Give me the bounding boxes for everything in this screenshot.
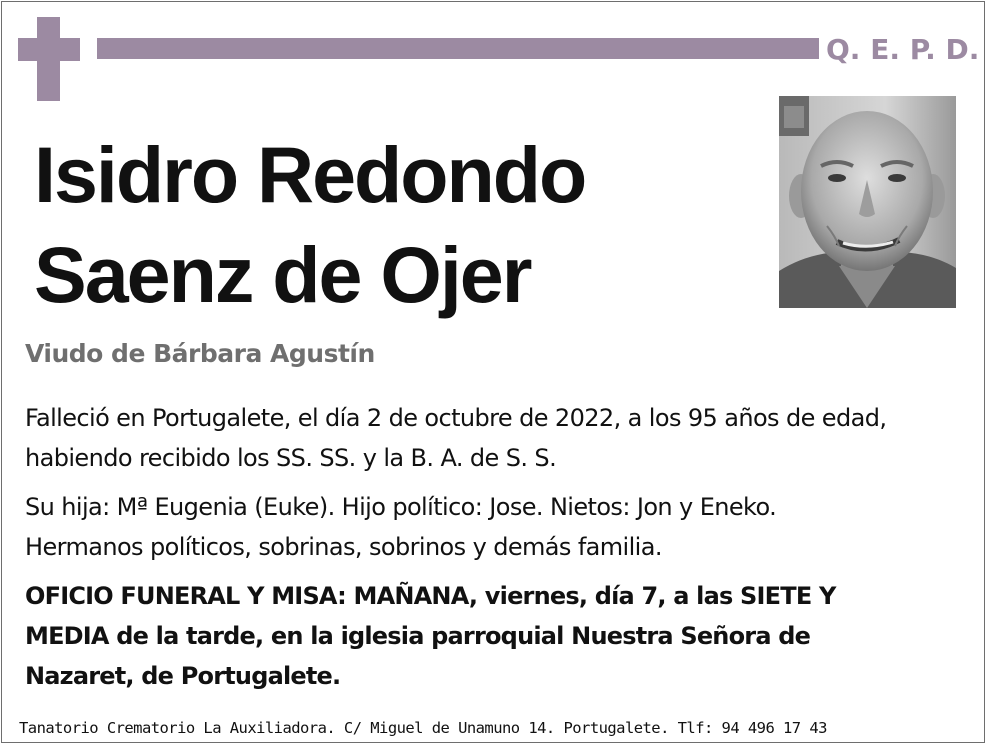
- deceased-name-line2: Saenz de Ojer: [34, 230, 531, 319]
- paragraph-line: habiendo recibido los SS. SS. y la B. A. de S. S.: [25, 444, 557, 472]
- funeral-home-footer: Tanatorio Crematorio La Auxiliadora. C/ Miguel de Unamuno 14. Portugalete. Tlf: 94 496 17 43: [19, 719, 827, 737]
- cross-icon-horizontal: [18, 38, 80, 61]
- portrait-photo: [779, 96, 956, 308]
- paragraph-line: Nazaret, de Portugalete.: [25, 662, 341, 690]
- paragraph-line: Hermanos políticos, sobrinas, sobrinos y demás familia.: [25, 533, 662, 561]
- death-notice-paragraph: [25, 398, 886, 478]
- header-bar: [97, 38, 819, 59]
- paragraph-line: Su hija: Mª Eugenia (Euke). Hijo político: Jose. Nietos: Jon y Eneko.: [25, 493, 777, 521]
- family-paragraph: [25, 487, 776, 567]
- paragraph-line: OFICIO FUNERAL Y MISA: MAÑANA, viernes, día 7, a las SIETE Y: [25, 582, 836, 610]
- funeral-service-paragraph: [25, 576, 836, 696]
- qepd-label: Q. E. P. D.: [826, 33, 980, 66]
- paragraph-line: Falleció en Portugalete, el día 2 de octubre de 2022, a los 95 años de edad,: [25, 404, 887, 432]
- deceased-name-line1: Isidro Redondo: [34, 130, 586, 219]
- widow-of-line: Viudo de Bárbara Agustín: [25, 339, 375, 368]
- paragraph-line: MEDIA de la tarde, en la iglesia parroquial Nuestra Señora de: [25, 622, 811, 650]
